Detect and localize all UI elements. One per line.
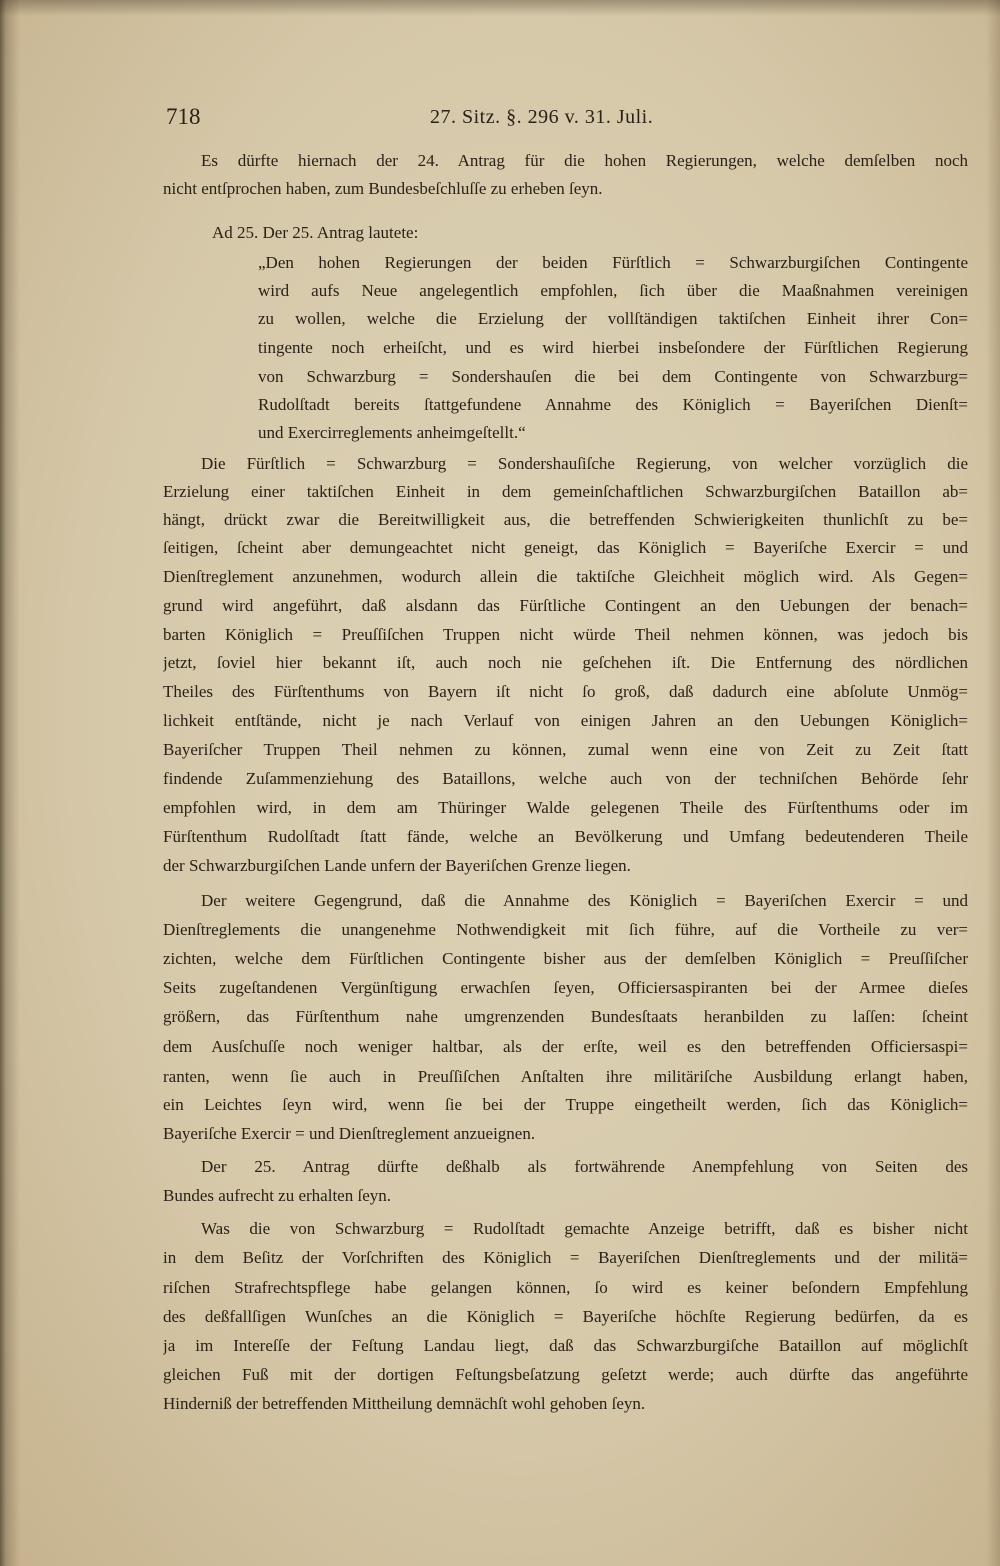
text-line: Theiles des Fürſtenthums von Bayern iſt nicht ſo groß, daß dadurch eine abſolute Unmög= (163, 682, 968, 701)
text-line: wird aufs Neue angelegentlich empfohlen, ſich über die Maaßnahmen vereinigen (258, 281, 968, 300)
text-line: empfohlen wird, in dem am Thüringer Walde gelegenen Theile des Fürſtenthums oder im (163, 798, 968, 817)
text-line: Bayeriſche Exercir = und Dienſtreglement anzueignen. (163, 1124, 536, 1143)
text-line: tingente noch erheiſcht, und es wird hierbei insbeſondere der Fürſtlichen Regierung (258, 338, 968, 357)
text-line: größern, das Fürſtenthum nahe umgrenzenden Bundesſtaats heranbilden zu laſſen: ſcheint (163, 1007, 968, 1026)
text-line: Dienſtreglements die unangenehme Nothwendigkeit mit ſich führe, auf die Vortheile zu ver= (163, 920, 968, 939)
text-line: Es dürfte hiernach der 24. Antrag für die hohen Regierungen, welche demſelben noch (201, 151, 968, 170)
text-line: jetzt, ſoviel hier bekannt iſt, auch noch nie geſchehen iſt. Die Entfernung des nördlichen (163, 653, 968, 672)
text-line: gleichen Fuß mit der dortigen Feſtungsbeſatzung geſetzt werde; auch dürfte das angeführte (163, 1365, 968, 1384)
text-line: nicht entſprochen haben, zum Bundesbeſchluſſe zu erheben ſeyn. (163, 179, 603, 198)
running-head: 27. Sitz. §. 296 v. 31. Juli. (430, 106, 654, 128)
text-line: Hinderniß der betreffenden Mittheilung demnächſt wohl gehoben ſeyn. (163, 1394, 646, 1413)
text-line: des deßfallſigen Wunſches an die Königlich = Bayeriſche höchſte Regierung bedürfen, da es (163, 1307, 968, 1326)
text-line: ranten, wenn ſie auch in Preuſſiſchen Anſtalten ihre militäriſche Ausbildung erlangt haben, (163, 1067, 968, 1086)
text-line: dem Ausſchuſſe noch weniger haltbar, als der erſte, weil es den betreffenden Officiersaspi= (163, 1037, 968, 1056)
text-line: Erzielung einer taktiſchen Einheit in dem gemeinſchaftlichen Schwarzburgiſchen Bataillon ab= (163, 482, 968, 501)
text-line: der Schwarzburgiſchen Lande unfern der Bayeriſchen Grenze liegen. (163, 856, 631, 875)
text-line: Der weitere Gegengrund, daß die Annahme des Königlich = Bayeriſchen Exercir = und (201, 891, 968, 910)
text-line: findende Zuſammenziehung des Bataillons, welche auch von der techniſchen Behörde ſehr (163, 769, 968, 788)
text-line: „Den hohen Regierungen der beiden Fürſtlich = Schwarzburgiſchen Contingente (258, 253, 968, 272)
text-line: Die Fürſtlich = Schwarzburg = Sondershauſiſche Regierung, von welcher vorzüglich die (201, 454, 968, 473)
text-line: ja im Intereſſe der Feſtung Landau liegt, daß das Schwarzburgiſche Bataillon auf möglichſt (163, 1336, 968, 1355)
text-line: Dienſtreglement anzunehmen, wodurch allein die taktiſche Gleichheit möglich wird. Als Gegen= (163, 567, 968, 586)
page-number: 718 (166, 104, 201, 129)
text-line: barten Königlich = Preuſſiſchen Truppen nicht würde Theil nehmen können, was jedoch bis (163, 625, 968, 644)
text-line: von Schwarzburg = Sondershauſen die bei dem Contingente von Schwarzburg= (258, 367, 968, 386)
text-line: hängt, drückt zwar die Bereitwilligkeit aus, die betreffenden Schwierigkeiten thunlichſt zu be= (163, 510, 968, 529)
text-line: Bayeriſcher Truppen Theil nehmen zu können, zumal wenn eine von Zeit zu Zeit ſtatt (163, 740, 968, 759)
text-line: Fürſtenthum Rudolſtadt ſtatt fände, welche an Bevölkerung und Umfang bedeutenderen Theile (163, 827, 968, 846)
text-line: in dem Beſitz der Vorſchriften des Königlich = Bayeriſchen Dienſtreglements und der militä= (163, 1248, 968, 1267)
text-line: Seits zugeſtandenen Vergünſtigung erwachſen ſeyen, Officiersaspiranten bei der Armee dieſes (163, 978, 968, 997)
section-heading: Ad 25. Der 25. Antrag lautete: (212, 223, 419, 242)
text-line: ſeitigen, ſcheint aber demungeachtet nicht geneigt, das Königlich = Bayeriſche Exercir = und (163, 538, 968, 557)
text-line: ein Leichtes ſeyn wird, wenn ſie bei der Truppe eingetheilt werden, ſich das Königlich= (163, 1095, 968, 1114)
text-line: grund wird angeführt, daß alsdann das Fürſtliche Contingent an den Uebungen der benach= (163, 596, 968, 615)
text-line: riſchen Strafrechtspflege habe gelangen können, ſo wird es keiner beſondern Empfehlung (163, 1278, 968, 1297)
text-line: Rudolſtadt bereits ſtattgefundene Annahme des Königlich = Bayeriſchen Dienſt= (258, 395, 968, 414)
text-line: zu wollen, welche die Erzielung der vollſtändigen taktiſchen Einheit ihrer Con= (258, 309, 968, 328)
text-line: Bundes aufrecht zu erhalten ſeyn. (163, 1186, 391, 1205)
text-line: und Exercirreglements anheimgeſtellt.“ (258, 423, 526, 442)
text-line: Der 25. Antrag dürfte deßhalb als fortwährende Anempfehlung von Seiten des (201, 1157, 968, 1176)
text-line: zichten, welche dem Fürſtlichen Contingente bisher aus der demſelben Königlich = Preuſſiſcher (163, 949, 968, 968)
text-line: Was die von Schwarzburg = Rudolſtadt gemachte Anzeige betrifft, daß es bisher nicht (201, 1219, 968, 1238)
text-line: lichkeit entſtände, nicht je nach Verlauf von einigen Jahren an den Uebungen Königlich= (163, 711, 968, 730)
